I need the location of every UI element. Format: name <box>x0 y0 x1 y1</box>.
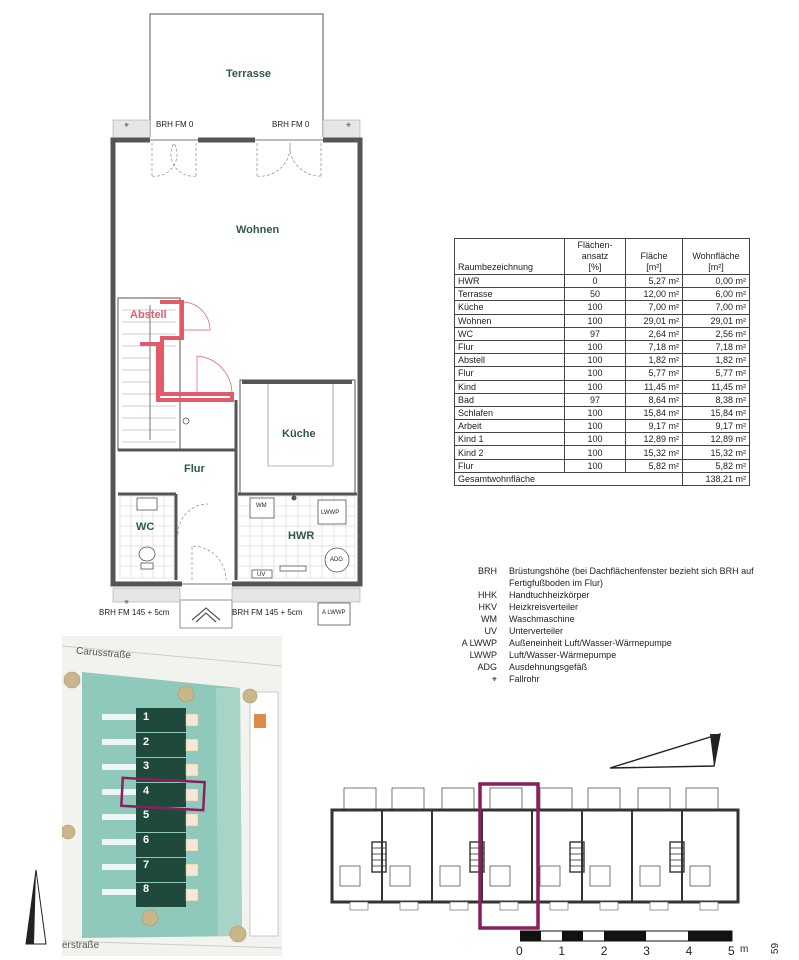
legend-abbr: HHK <box>477 590 497 600</box>
area-factor: 50 <box>565 288 626 301</box>
unit-number-label: 8 <box>143 883 150 896</box>
room-name: Abstell <box>455 354 565 367</box>
unit-number-label: 5 <box>143 809 150 822</box>
legend-abbr: ⌖ <box>491 674 497 684</box>
street-label-top: Carusstraße <box>75 645 132 662</box>
legend-desc: Ausdehnungsgefäß <box>509 662 588 672</box>
table-row <box>455 380 750 393</box>
room-label-kueche: Küche <box>282 428 316 440</box>
room-label-terrasse: Terrasse <box>226 68 272 80</box>
living-area: 29,01 m² <box>683 314 750 327</box>
room-name: Flur <box>455 340 565 353</box>
area: 5,77 m² <box>626 367 683 380</box>
room-label-wohnen: Wohnen <box>236 224 280 236</box>
adg-label: ADG <box>330 557 344 563</box>
legend-item <box>440 661 799 673</box>
area-table <box>454 238 750 486</box>
unit-number-label: 7 <box>143 858 150 871</box>
area: 12,00 m² <box>626 288 683 301</box>
table-row <box>455 420 750 433</box>
north-wedge-icon <box>610 734 720 768</box>
area: 5,82 m² <box>626 459 683 472</box>
legend-desc: Luft/Wasser-Wärmepumpe <box>509 650 617 660</box>
living-area: 6,00 m² <box>683 288 750 301</box>
legend-desc: Brüstungshöhe (bei Dachflächenfenster bezieht sich BRH auf Fertigfußboden im Flur) <box>509 566 754 588</box>
area-factor: 100 <box>565 446 626 459</box>
table-row <box>455 275 750 288</box>
legend-item <box>440 589 799 601</box>
living-area: 9,17 m² <box>683 420 750 433</box>
area: 5,27 m² <box>626 275 683 288</box>
table-total-row <box>455 472 750 485</box>
room-name: Küche <box>455 301 565 314</box>
area: 1,82 m² <box>626 354 683 367</box>
area-factor: 100 <box>565 354 626 367</box>
legend-abbr: ADG <box>477 662 497 672</box>
scale-tick-label: 5 <box>728 944 735 958</box>
area-factor: 100 <box>565 459 626 472</box>
area-factor: 100 <box>565 301 626 314</box>
legend-abbr: HKV <box>478 602 497 612</box>
area-factor: 100 <box>565 340 626 353</box>
area-factor: 0 <box>565 275 626 288</box>
area: 15,84 m² <box>626 406 683 419</box>
table-row <box>455 393 750 406</box>
area: 15,32 m² <box>626 446 683 459</box>
legend-desc: Unterverteiler <box>509 626 564 636</box>
table-row <box>455 354 750 367</box>
table-row <box>455 340 750 353</box>
table-row <box>455 288 750 301</box>
unit-number-label: 6 <box>143 834 150 846</box>
scale-tick-label: 3 <box>643 944 650 958</box>
legend <box>440 565 799 685</box>
legend-desc: Fallrohr <box>509 674 540 684</box>
area: 7,18 m² <box>626 340 683 353</box>
room-name: Schlafen <box>455 406 565 419</box>
total-value: 138,21 m² <box>683 472 750 485</box>
scale-tick-label: 0 <box>516 944 523 958</box>
legend-item <box>440 613 799 625</box>
scale-tick-label: 4 <box>685 944 693 958</box>
room-label-hwr: HWR <box>288 530 315 542</box>
uv-label: UV <box>257 572 266 578</box>
legend-item <box>440 649 799 661</box>
table-header: Fläche [m²] <box>626 239 683 275</box>
living-area: 15,32 m² <box>683 446 750 459</box>
entry-step <box>180 600 232 628</box>
page-number: 59 <box>770 942 782 955</box>
legend-abbr: A LWWP <box>461 638 497 648</box>
living-area: 5,82 m² <box>683 459 750 472</box>
legend-item <box>440 673 799 685</box>
row-overview <box>330 730 750 930</box>
room-name: HWR <box>455 275 565 288</box>
unit-number-label: 1 <box>143 711 150 723</box>
legend-item <box>440 637 799 649</box>
brh-label-bottom-right: BRH FM 145 + 5cm <box>232 608 303 617</box>
room-name: Flur <box>455 367 565 380</box>
legend-desc: Heizkreisverteiler <box>509 602 579 612</box>
svg-text:⌖: ⌖ <box>124 598 130 608</box>
scale-tick-label: 2 <box>600 944 608 958</box>
area: 8,64 m² <box>626 393 683 406</box>
total-label: Gesamtwohnfläche <box>455 472 683 485</box>
legend-abbr: BRH <box>477 566 497 576</box>
floor-plan <box>0 0 440 640</box>
living-area: 12,89 m² <box>683 433 750 446</box>
area: 12,89 m² <box>626 433 683 446</box>
wm-label: WM <box>256 503 267 509</box>
legend-desc: Handtuchheizkörper <box>509 590 590 600</box>
street-label-bottom: erstraße <box>62 940 100 951</box>
legend-abbr: UV <box>484 626 497 636</box>
area-factor: 100 <box>565 380 626 393</box>
table-row <box>455 327 750 340</box>
area-factor: 100 <box>565 406 626 419</box>
scale-bar <box>520 930 740 942</box>
table-row <box>455 446 750 459</box>
a-lwwp-label: A LWWP <box>322 610 346 616</box>
living-area: 0,00 m² <box>683 275 750 288</box>
area: 7,00 m² <box>626 301 683 314</box>
unit-number-label: 3 <box>143 760 150 773</box>
table-row <box>455 433 750 446</box>
table-row <box>455 459 750 472</box>
unit-number-label: 2 <box>143 735 150 748</box>
area-factor: 100 <box>565 433 626 446</box>
legend-abbr: LWWP <box>469 650 497 660</box>
room-label-wc: WC <box>136 521 155 533</box>
living-area: 11,45 m² <box>683 380 750 393</box>
living-area: 15,84 m² <box>683 406 750 419</box>
area: 9,17 m² <box>626 420 683 433</box>
room-name: Kind 2 <box>455 446 565 459</box>
unit-number-label: 4 <box>143 784 150 797</box>
table-header: Raumbezeichnung <box>455 239 565 275</box>
room-label-abstell: Abstell <box>130 309 167 321</box>
legend-item <box>440 565 799 589</box>
legend-item <box>440 625 799 637</box>
living-area: 7,18 m² <box>683 340 750 353</box>
room-name: Kind 1 <box>455 433 565 446</box>
room-name: Terrasse <box>455 288 565 301</box>
svg-text:⌖: ⌖ <box>124 121 130 131</box>
legend-item <box>440 601 799 613</box>
table-row <box>455 367 750 380</box>
area: 11,45 m² <box>626 380 683 393</box>
living-area: 5,77 m² <box>683 367 750 380</box>
area-factor: 97 <box>565 393 626 406</box>
lwwp-label: LWWP <box>321 510 340 516</box>
table-header: Flächen- ansatz [%] <box>565 239 626 275</box>
legend-desc: Waschmaschine <box>509 614 575 624</box>
area: 29,01 m² <box>626 314 683 327</box>
area-factor: 97 <box>565 327 626 340</box>
table-row <box>455 406 750 419</box>
brh-label-top-left: BRH FM 0 <box>156 120 194 129</box>
area-table-body <box>455 275 750 473</box>
legend-abbr: WM <box>481 614 497 624</box>
living-area: 1,82 m² <box>683 354 750 367</box>
scale-tick-label: 1 <box>558 944 566 958</box>
room-name: Flur <box>455 459 565 472</box>
area-factor: 100 <box>565 420 626 433</box>
area-factor: 100 <box>565 314 626 327</box>
room-name: Arbeit <box>455 420 565 433</box>
scale-unit-label: m <box>740 944 749 955</box>
room-label-flur: Flur <box>184 463 205 475</box>
area: 2,64 m² <box>626 327 683 340</box>
living-area: 7,00 m² <box>683 301 750 314</box>
svg-text:⌖: ⌖ <box>346 121 352 131</box>
room-name: WC <box>455 327 565 340</box>
table-row <box>455 314 750 327</box>
room-name: Bad <box>455 393 565 406</box>
table-row <box>455 301 750 314</box>
site-plan <box>62 636 282 956</box>
brh-label-bottom-left: BRH FM 145 + 5cm <box>99 608 170 617</box>
brh-label-top-right: BRH FM 0 <box>272 120 310 129</box>
living-area: 8,38 m² <box>683 393 750 406</box>
legend-desc: Außeneinheit Luft/Wasser-Wärmepumpe <box>509 638 672 648</box>
north-arrow-icon <box>20 866 50 946</box>
area-factor: 100 <box>565 367 626 380</box>
room-name: Wohnen <box>455 314 565 327</box>
room-name: Kind <box>455 380 565 393</box>
table-header: Wohnfläche [m²] <box>683 239 750 275</box>
living-area: 2,56 m² <box>683 327 750 340</box>
